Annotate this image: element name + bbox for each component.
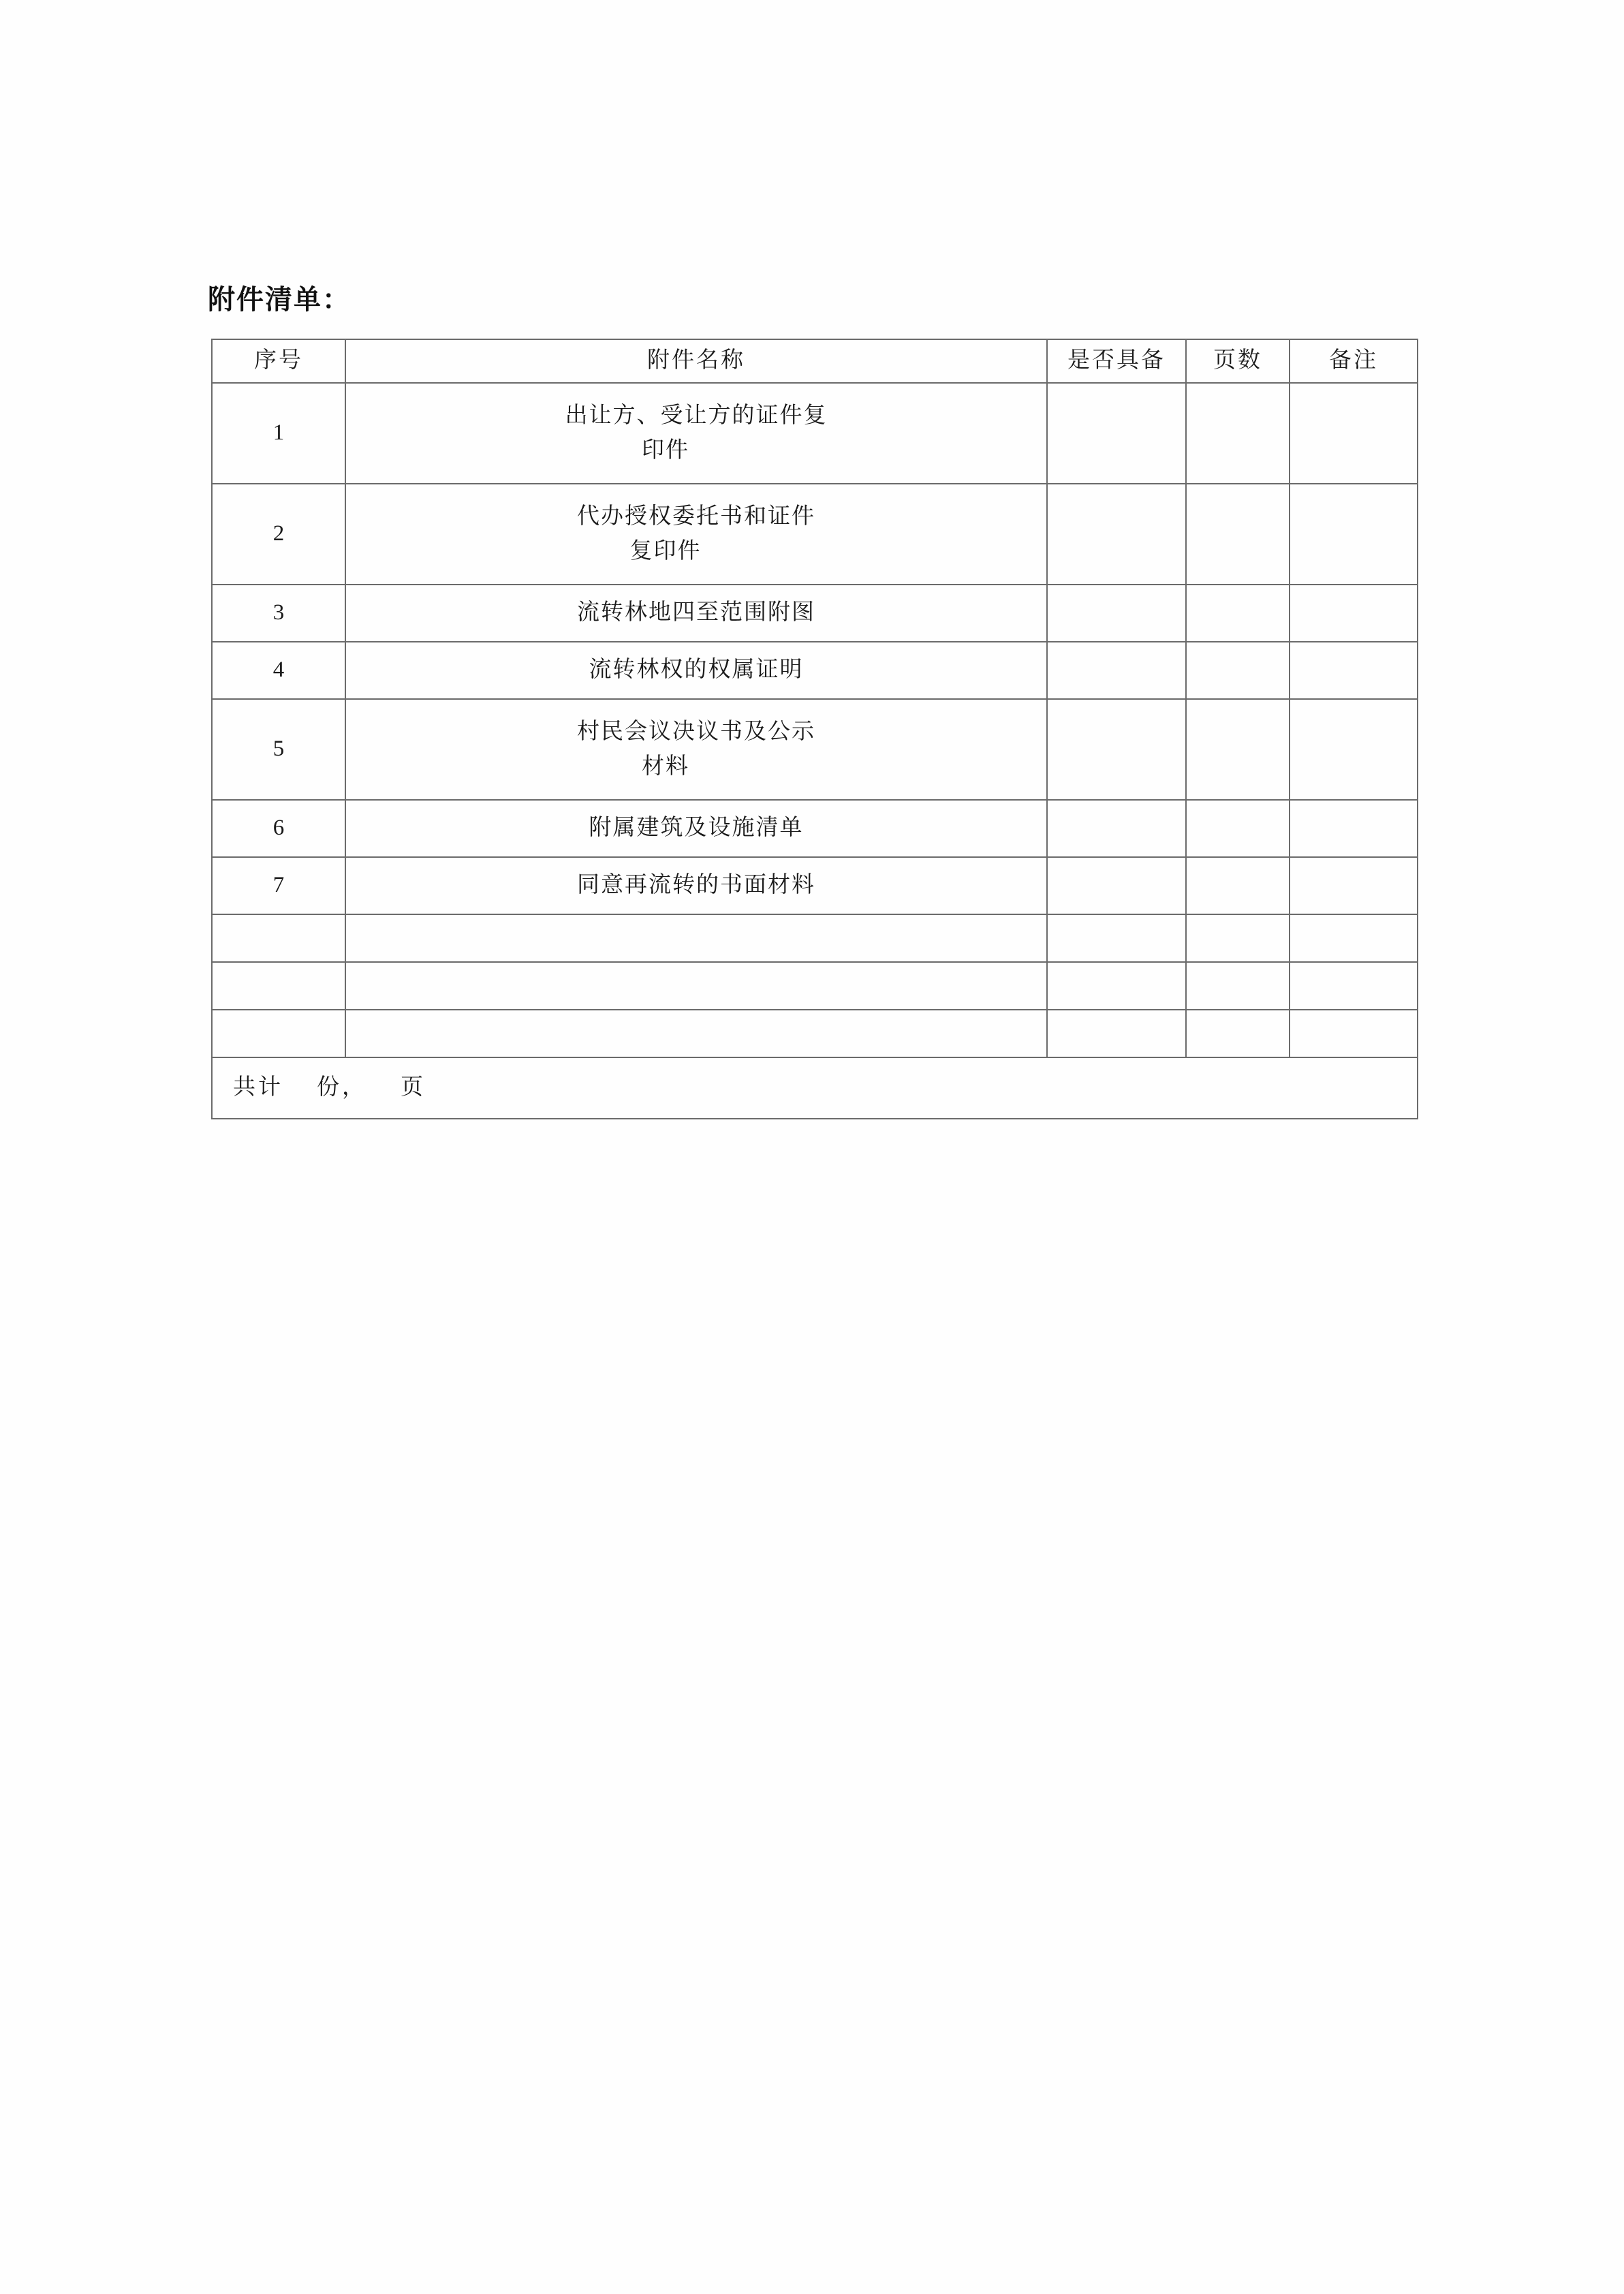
cell-no: 5 <box>212 699 345 800</box>
cell-name[interactable] <box>345 914 1047 962</box>
cell-pages[interactable] <box>1186 383 1290 484</box>
cell-have[interactable] <box>1047 800 1186 857</box>
cell-no[interactable] <box>212 914 345 962</box>
cell-have[interactable] <box>1047 962 1186 1010</box>
cell-no: 4 <box>212 642 345 699</box>
page-title: 附件清单： <box>208 284 351 315</box>
total-cell <box>212 1057 1418 1119</box>
cell-have[interactable] <box>1047 914 1186 962</box>
cell-pages[interactable] <box>1186 585 1290 642</box>
table-total-row <box>212 1057 1418 1119</box>
cell-name: 流转林地四至范围附图 <box>345 585 1047 642</box>
cell-have[interactable] <box>1047 642 1186 699</box>
cell-no: 1 <box>212 383 345 484</box>
cell-no: 6 <box>212 800 345 857</box>
cell-note[interactable] <box>1290 585 1418 642</box>
cell-pages[interactable] <box>1186 1010 1290 1057</box>
table-row <box>212 383 1418 484</box>
cell-name <box>345 484 1047 585</box>
cell-name: 同意再流转的书面材料 <box>345 857 1047 914</box>
cell-note[interactable] <box>1290 383 1418 484</box>
cell-have[interactable] <box>1047 585 1186 642</box>
table-row <box>212 484 1418 585</box>
column-header-note: 备注 <box>1290 339 1418 383</box>
cell-pages[interactable] <box>1186 642 1290 699</box>
table-row <box>212 914 1418 962</box>
cell-name <box>345 383 1047 484</box>
total-label: 共计 份， 页 <box>233 1075 426 1100</box>
table-header <box>212 339 1418 383</box>
cell-name: 流转林权的权属证明 <box>345 642 1047 699</box>
cell-pages[interactable] <box>1186 914 1290 962</box>
column-header-have: 是否具备 <box>1047 339 1186 383</box>
cell-name-line1: 出让方、受让方的证件复 <box>565 403 828 428</box>
table-row <box>212 857 1418 914</box>
cell-name <box>345 699 1047 800</box>
column-header-name: 附件名称 <box>345 339 1047 383</box>
cell-note[interactable] <box>1290 800 1418 857</box>
cell-pages[interactable] <box>1186 699 1290 800</box>
cell-name[interactable] <box>345 1010 1047 1057</box>
table-row <box>212 699 1418 800</box>
cell-pages[interactable] <box>1186 484 1290 585</box>
cell-pages[interactable] <box>1186 800 1290 857</box>
table-row <box>212 585 1418 642</box>
table-body <box>212 383 1418 1119</box>
cell-no[interactable] <box>212 962 345 1010</box>
cell-no: 2 <box>212 484 345 585</box>
cell-no: 3 <box>212 585 345 642</box>
table-header-row <box>212 339 1418 383</box>
cell-pages[interactable] <box>1186 962 1290 1010</box>
attachment-list-table <box>211 339 1418 1119</box>
cell-name-line2: 材料 <box>642 754 689 779</box>
cell-note[interactable] <box>1290 1010 1418 1057</box>
cell-have[interactable] <box>1047 699 1186 800</box>
cell-note[interactable] <box>1290 484 1418 585</box>
table-row <box>212 800 1418 857</box>
table-row <box>212 1010 1418 1057</box>
cell-have[interactable] <box>1047 857 1186 914</box>
cell-name[interactable] <box>345 962 1047 1010</box>
cell-note[interactable] <box>1290 914 1418 962</box>
cell-note[interactable] <box>1290 642 1418 699</box>
column-header-no: 序号 <box>212 339 345 383</box>
table-row <box>212 642 1418 699</box>
cell-no[interactable] <box>212 1010 345 1057</box>
cell-name-line2: 印件 <box>642 438 689 463</box>
cell-have[interactable] <box>1047 484 1186 585</box>
cell-name: 附属建筑及设施清单 <box>345 800 1047 857</box>
cell-name-line1: 村民会议决议书及公示 <box>577 719 815 744</box>
cell-note[interactable] <box>1290 962 1418 1010</box>
cell-note[interactable] <box>1290 699 1418 800</box>
table-row <box>212 962 1418 1010</box>
column-header-pages: 页数 <box>1186 339 1290 383</box>
cell-have[interactable] <box>1047 1010 1186 1057</box>
cell-note[interactable] <box>1290 857 1418 914</box>
cell-no: 7 <box>212 857 345 914</box>
cell-have[interactable] <box>1047 383 1186 484</box>
cell-name-line1: 代办授权委托书和证件 <box>577 503 815 529</box>
cell-pages[interactable] <box>1186 857 1290 914</box>
cell-name-line2: 复印件 <box>629 539 702 563</box>
